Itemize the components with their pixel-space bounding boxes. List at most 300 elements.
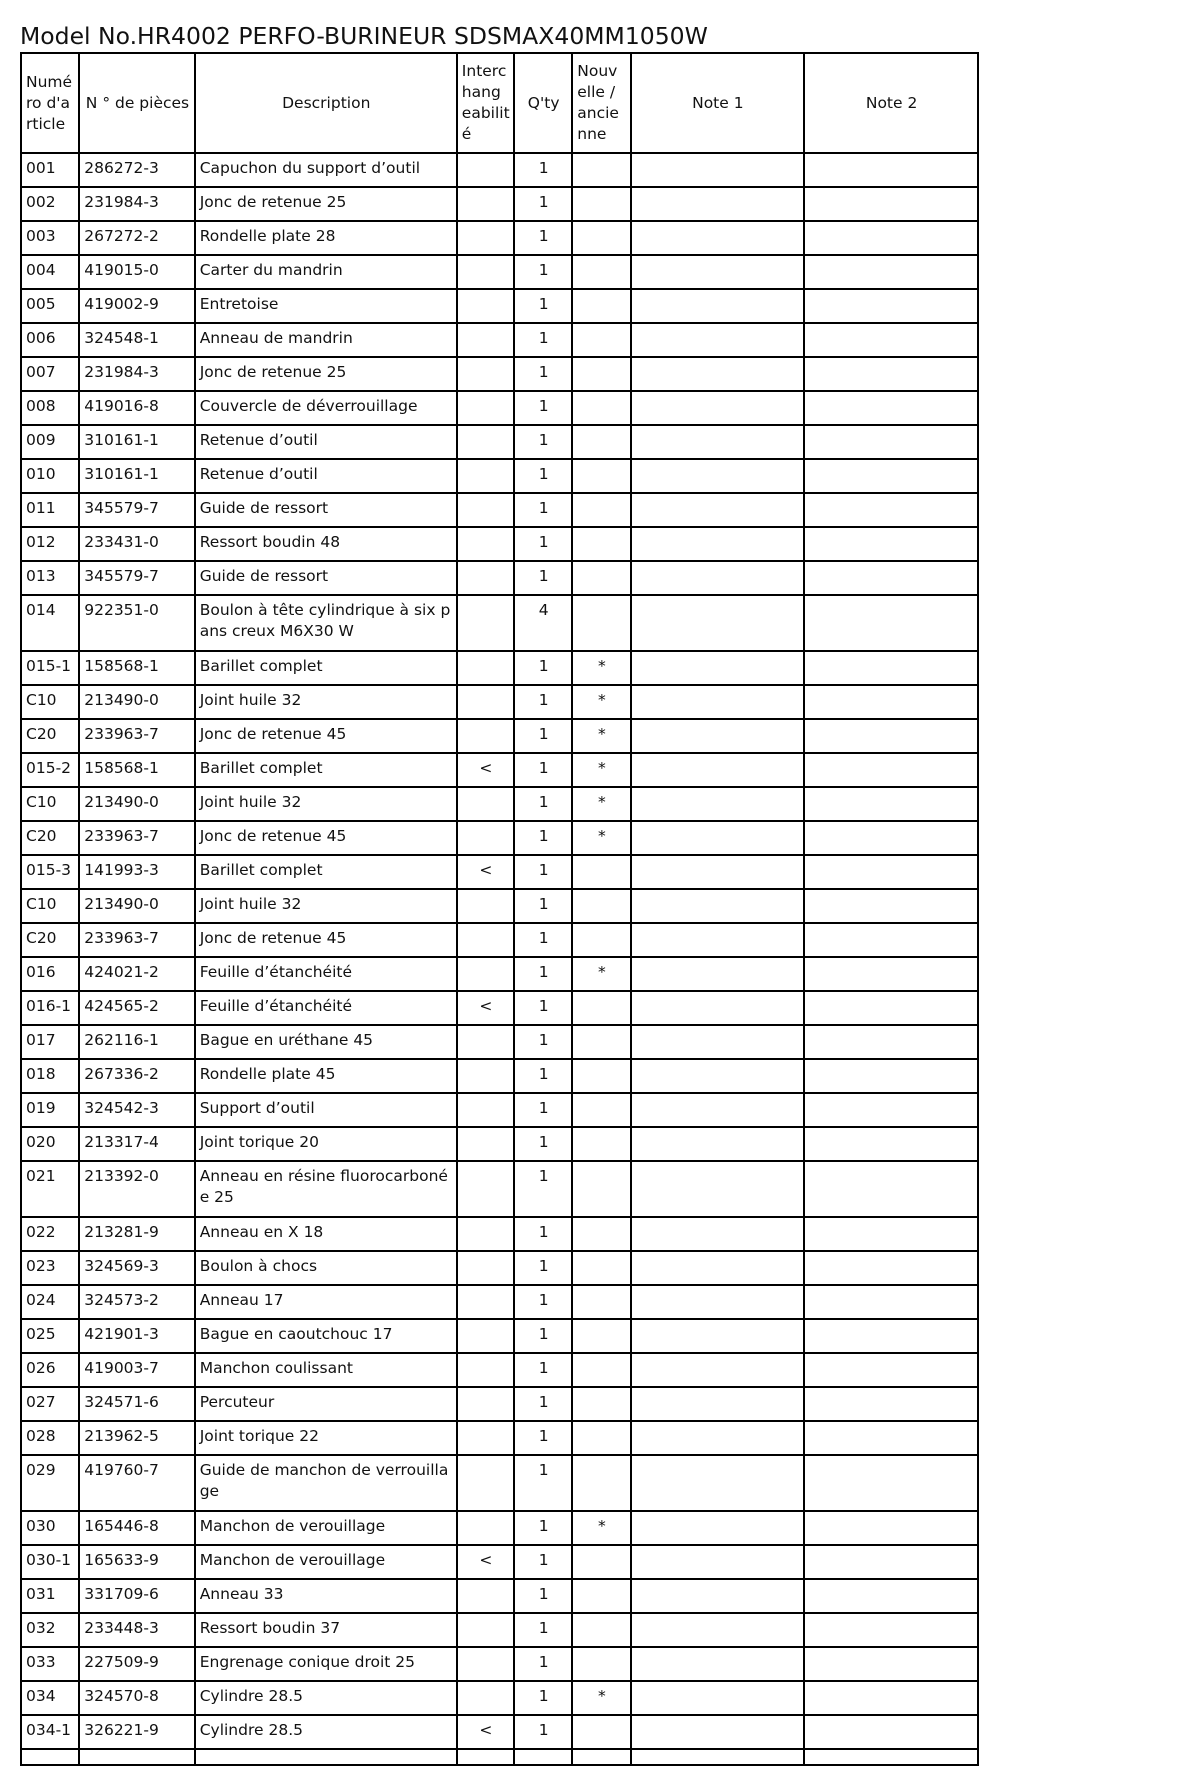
table-row xyxy=(21,1387,978,1421)
note-2-cell xyxy=(804,595,978,651)
quantity-cell: 1 xyxy=(514,1059,572,1093)
table-row xyxy=(21,1511,978,1545)
note-2-cell xyxy=(804,1025,978,1059)
interchangeability-cell xyxy=(457,221,514,255)
part-number-cell: 262116-1 xyxy=(79,1025,194,1059)
header-item-number: Numé ro d'a rticle xyxy=(21,53,79,153)
note-2-cell xyxy=(804,221,978,255)
note-1-cell xyxy=(631,1025,805,1059)
description-cell: Ressort boudin 37 xyxy=(195,1613,457,1647)
note-1-cell xyxy=(631,889,805,923)
item-number-cell: 016 xyxy=(21,957,79,991)
part-number-cell: 233431-0 xyxy=(79,527,194,561)
item-number-cell: C10 xyxy=(21,889,79,923)
quantity-cell: 1 xyxy=(514,323,572,357)
note-2-cell xyxy=(804,1093,978,1127)
new-old-cell xyxy=(572,221,630,255)
table-row xyxy=(21,323,978,357)
item-number-cell: 017 xyxy=(21,1025,79,1059)
interchangeability-cell xyxy=(457,685,514,719)
quantity-cell: 1 xyxy=(514,1285,572,1319)
description-cell: Retenue d’outil xyxy=(195,425,457,459)
item-number-cell: 014 xyxy=(21,595,79,651)
note-1-cell xyxy=(631,1715,805,1749)
interchangeability-cell xyxy=(457,923,514,957)
note-1-cell xyxy=(631,1161,805,1217)
item-number-cell: 031 xyxy=(21,1579,79,1613)
interchangeability-cell xyxy=(457,1319,514,1353)
note-1-cell xyxy=(631,221,805,255)
table-row xyxy=(21,221,978,255)
note-1-cell xyxy=(631,1579,805,1613)
description-cell: Jonc de retenue 45 xyxy=(195,719,457,753)
new-old-cell: * xyxy=(572,787,630,821)
description-cell: Percuteur xyxy=(195,1387,457,1421)
part-number-cell: 419003-7 xyxy=(79,1353,194,1387)
new-old-cell: * xyxy=(572,1681,630,1715)
part-number-cell: 213281-9 xyxy=(79,1217,194,1251)
table-row xyxy=(21,357,978,391)
note-1-cell xyxy=(631,1319,805,1353)
new-old-cell xyxy=(572,289,630,323)
new-old-cell xyxy=(572,1319,630,1353)
quantity-cell: 1 xyxy=(514,1025,572,1059)
note-2-cell xyxy=(804,685,978,719)
item-number-cell: 027 xyxy=(21,1387,79,1421)
table-row xyxy=(21,1421,978,1455)
description-cell: Manchon coulissant xyxy=(195,1353,457,1387)
quantity-cell: 1 xyxy=(514,685,572,719)
item-number-cell: 013 xyxy=(21,561,79,595)
quantity-cell: 1 xyxy=(514,1421,572,1455)
part-number-cell: 286272-3 xyxy=(79,153,194,187)
item-number-cell: 030-1 xyxy=(21,1545,79,1579)
description-cell: Rondelle plate 45 xyxy=(195,1059,457,1093)
interchangeability-cell xyxy=(457,493,514,527)
table-row xyxy=(21,1681,978,1715)
interchangeability-cell xyxy=(457,425,514,459)
table-row xyxy=(21,187,978,221)
new-old-cell: * xyxy=(572,957,630,991)
item-number-cell: 004 xyxy=(21,255,79,289)
description-cell: Carter du mandrin xyxy=(195,255,457,289)
interchangeability-cell xyxy=(457,561,514,595)
quantity-cell: 1 xyxy=(514,1613,572,1647)
note-1-cell xyxy=(631,561,805,595)
new-old-cell xyxy=(572,425,630,459)
new-old-cell xyxy=(572,595,630,651)
note-2-cell xyxy=(804,1511,978,1545)
part-number-cell: 213490-0 xyxy=(79,685,194,719)
note-2-cell xyxy=(804,391,978,425)
note-1-cell xyxy=(631,323,805,357)
new-old-cell xyxy=(572,1161,630,1217)
note-1-cell xyxy=(631,1285,805,1319)
item-number-cell: 020 xyxy=(21,1127,79,1161)
part-number-cell: 424021-2 xyxy=(79,957,194,991)
quantity-cell: 1 xyxy=(514,719,572,753)
quantity-cell: 1 xyxy=(514,1455,572,1511)
note-1-cell xyxy=(631,1387,805,1421)
note-1-cell xyxy=(631,1681,805,1715)
note-2-cell xyxy=(804,821,978,855)
item-number-cell: 029 xyxy=(21,1455,79,1511)
quantity-cell: 1 xyxy=(514,787,572,821)
note-2-cell xyxy=(804,561,978,595)
description-cell: Jonc de retenue 45 xyxy=(195,821,457,855)
note-2-cell xyxy=(804,255,978,289)
interchangeability-cell xyxy=(457,1059,514,1093)
header-new-old: Nouv elle / ancie nne xyxy=(572,53,630,153)
table-row xyxy=(21,425,978,459)
new-old-cell xyxy=(572,1059,630,1093)
item-number-cell: 034-1 xyxy=(21,1715,79,1749)
quantity-cell: 1 xyxy=(514,153,572,187)
quantity-cell: 1 xyxy=(514,957,572,991)
item-number-cell: 005 xyxy=(21,289,79,323)
new-old-cell xyxy=(572,391,630,425)
note-2-cell xyxy=(804,855,978,889)
header-description: Description xyxy=(195,53,457,153)
note-1-cell xyxy=(631,1127,805,1161)
part-number-cell: 158568-1 xyxy=(79,651,194,685)
description-cell: Entretoise xyxy=(195,289,457,323)
note-1-cell xyxy=(631,153,805,187)
quantity-cell: 1 xyxy=(514,1319,572,1353)
interchangeability-cell: < xyxy=(457,991,514,1025)
new-old-cell xyxy=(572,1455,630,1511)
interchangeability-cell xyxy=(457,1387,514,1421)
table-row xyxy=(21,1353,978,1387)
note-2-cell xyxy=(804,187,978,221)
interchangeability-cell: < xyxy=(457,753,514,787)
note-1-cell xyxy=(631,1217,805,1251)
new-old-cell xyxy=(572,1579,630,1613)
table-row-continued xyxy=(21,1749,978,1765)
quantity-cell: 1 xyxy=(514,459,572,493)
quantity-cell: 1 xyxy=(514,1681,572,1715)
table-row xyxy=(21,1025,978,1059)
part-number-cell: 419002-9 xyxy=(79,289,194,323)
note-2-cell xyxy=(804,1545,978,1579)
table-row xyxy=(21,493,978,527)
part-number-cell: 233963-7 xyxy=(79,923,194,957)
description-cell: Joint huile 32 xyxy=(195,685,457,719)
table-row xyxy=(21,889,978,923)
quantity-cell: 1 xyxy=(514,1579,572,1613)
interchangeability-cell xyxy=(457,153,514,187)
item-number-cell: C10 xyxy=(21,685,79,719)
new-old-cell xyxy=(572,1353,630,1387)
table-row xyxy=(21,1161,978,1217)
note-1-cell xyxy=(631,459,805,493)
table-row xyxy=(21,1647,978,1681)
table-row xyxy=(21,561,978,595)
new-old-cell xyxy=(572,357,630,391)
quantity-cell: 1 xyxy=(514,357,572,391)
note-2-cell xyxy=(804,923,978,957)
part-number-cell: 158568-1 xyxy=(79,753,194,787)
description-cell: Retenue d’outil xyxy=(195,459,457,493)
note-2-cell xyxy=(804,957,978,991)
part-number-cell: 922351-0 xyxy=(79,595,194,651)
note-2-cell xyxy=(804,1387,978,1421)
item-number-cell: 003 xyxy=(21,221,79,255)
table-row xyxy=(21,651,978,685)
note-1-cell xyxy=(631,595,805,651)
description-cell: Guide de ressort xyxy=(195,561,457,595)
interchangeability-cell xyxy=(457,1025,514,1059)
note-2-cell xyxy=(804,991,978,1025)
part-number-cell: 165446-8 xyxy=(79,1511,194,1545)
description-cell: Feuille d’étanchéité xyxy=(195,991,457,1025)
description-cell: Anneau 17 xyxy=(195,1285,457,1319)
new-old-cell xyxy=(572,1217,630,1251)
table-row xyxy=(21,923,978,957)
interchangeability-cell xyxy=(457,459,514,493)
interchangeability-cell xyxy=(457,289,514,323)
quantity-cell: 1 xyxy=(514,1251,572,1285)
quantity-cell: 1 xyxy=(514,187,572,221)
description-cell: Jonc de retenue 45 xyxy=(195,923,457,957)
note-1-cell xyxy=(631,1093,805,1127)
note-1-cell xyxy=(631,991,805,1025)
description-cell: Cylindre 28.5 xyxy=(195,1681,457,1715)
description-cell: Joint torique 22 xyxy=(195,1421,457,1455)
item-number-cell: 021 xyxy=(21,1161,79,1217)
interchangeability-cell xyxy=(457,1251,514,1285)
note-1-cell xyxy=(631,255,805,289)
description-cell: Couvercle de déverrouillage xyxy=(195,391,457,425)
part-number-cell: 233963-7 xyxy=(79,719,194,753)
note-1-cell xyxy=(631,957,805,991)
description-cell: Anneau de mandrin xyxy=(195,323,457,357)
part-number-cell: 233448-3 xyxy=(79,1613,194,1647)
part-number-cell: 141993-3 xyxy=(79,855,194,889)
interchangeability-cell xyxy=(457,1093,514,1127)
note-2-cell xyxy=(804,1217,978,1251)
new-old-cell xyxy=(572,187,630,221)
note-1-cell xyxy=(631,821,805,855)
new-old-cell xyxy=(572,459,630,493)
new-old-cell xyxy=(572,1093,630,1127)
part-number-cell: 421901-3 xyxy=(79,1319,194,1353)
interchangeability-cell xyxy=(457,787,514,821)
table-row xyxy=(21,685,978,719)
item-number-cell: 007 xyxy=(21,357,79,391)
item-number-cell: 023 xyxy=(21,1251,79,1285)
note-1-cell xyxy=(631,289,805,323)
part-number-cell: 345579-7 xyxy=(79,493,194,527)
empty-cell xyxy=(457,1749,514,1765)
part-number-cell: 324573-2 xyxy=(79,1285,194,1319)
new-old-cell: * xyxy=(572,753,630,787)
description-cell: Capuchon du support d’outil xyxy=(195,153,457,187)
part-number-cell: 326221-9 xyxy=(79,1715,194,1749)
header-note-2: Note 2 xyxy=(804,53,978,153)
interchangeability-cell xyxy=(457,1285,514,1319)
item-number-cell: 012 xyxy=(21,527,79,561)
new-old-cell xyxy=(572,923,630,957)
part-number-cell: 165633-9 xyxy=(79,1545,194,1579)
part-number-cell: 419015-0 xyxy=(79,255,194,289)
note-2-cell xyxy=(804,459,978,493)
item-number-cell: 034 xyxy=(21,1681,79,1715)
part-number-cell: 231984-3 xyxy=(79,187,194,221)
interchangeability-cell xyxy=(457,821,514,855)
part-number-cell: 227509-9 xyxy=(79,1647,194,1681)
table-row xyxy=(21,1455,978,1511)
part-number-cell: 213490-0 xyxy=(79,787,194,821)
empty-cell xyxy=(631,1749,805,1765)
empty-cell xyxy=(514,1749,572,1765)
new-old-cell xyxy=(572,323,630,357)
note-2-cell xyxy=(804,425,978,459)
part-number-cell: 324571-6 xyxy=(79,1387,194,1421)
note-1-cell xyxy=(631,685,805,719)
description-cell: Joint huile 32 xyxy=(195,889,457,923)
new-old-cell xyxy=(572,1613,630,1647)
item-number-cell: 010 xyxy=(21,459,79,493)
note-1-cell xyxy=(631,1251,805,1285)
page-title: Model No.HR4002 PERFO-BURINEUR SDSMAX40MM1050W xyxy=(20,22,708,50)
quantity-cell: 1 xyxy=(514,855,572,889)
note-1-cell xyxy=(631,527,805,561)
new-old-cell xyxy=(572,1421,630,1455)
item-number-cell: 001 xyxy=(21,153,79,187)
description-cell: Guide de ressort xyxy=(195,493,457,527)
parts-table-body xyxy=(21,153,978,1765)
interchangeability-cell xyxy=(457,1455,514,1511)
note-2-cell xyxy=(804,889,978,923)
new-old-cell: * xyxy=(572,719,630,753)
note-2-cell xyxy=(804,1455,978,1511)
note-2-cell xyxy=(804,1613,978,1647)
interchangeability-cell: < xyxy=(457,1715,514,1749)
part-number-cell: 324542-3 xyxy=(79,1093,194,1127)
interchangeability-cell xyxy=(457,719,514,753)
item-number-cell: 025 xyxy=(21,1319,79,1353)
quantity-cell: 1 xyxy=(514,425,572,459)
part-number-cell: 267272-2 xyxy=(79,221,194,255)
interchangeability-cell xyxy=(457,595,514,651)
note-2-cell xyxy=(804,289,978,323)
note-2-cell xyxy=(804,1251,978,1285)
quantity-cell: 1 xyxy=(514,289,572,323)
item-number-cell: 028 xyxy=(21,1421,79,1455)
item-number-cell: 019 xyxy=(21,1093,79,1127)
part-number-cell: 419016-8 xyxy=(79,391,194,425)
quantity-cell: 1 xyxy=(514,1093,572,1127)
new-old-cell: * xyxy=(572,685,630,719)
part-number-cell: 213392-0 xyxy=(79,1161,194,1217)
description-cell: Anneau en résine fluorocarbonée 25 xyxy=(195,1161,457,1217)
quantity-cell: 1 xyxy=(514,991,572,1025)
part-number-cell: 310161-1 xyxy=(79,459,194,493)
part-number-cell: 213962-5 xyxy=(79,1421,194,1455)
empty-cell xyxy=(79,1749,194,1765)
quantity-cell: 1 xyxy=(514,923,572,957)
table-row xyxy=(21,1285,978,1319)
item-number-cell: C20 xyxy=(21,821,79,855)
quantity-cell: 1 xyxy=(514,221,572,255)
table-row xyxy=(21,1093,978,1127)
quantity-cell: 1 xyxy=(514,1715,572,1749)
header-note-1: Note 1 xyxy=(631,53,805,153)
item-number-cell: 018 xyxy=(21,1059,79,1093)
table-row xyxy=(21,255,978,289)
note-1-cell xyxy=(631,719,805,753)
note-2-cell xyxy=(804,1319,978,1353)
note-1-cell xyxy=(631,391,805,425)
new-old-cell xyxy=(572,493,630,527)
description-cell: Boulon à chocs xyxy=(195,1251,457,1285)
note-1-cell xyxy=(631,1613,805,1647)
description-cell: Manchon de verouillage xyxy=(195,1545,457,1579)
note-1-cell xyxy=(631,923,805,957)
empty-cell xyxy=(21,1749,79,1765)
interchangeability-cell: < xyxy=(457,1545,514,1579)
note-2-cell xyxy=(804,1353,978,1387)
empty-cell xyxy=(572,1749,630,1765)
interchangeability-cell xyxy=(457,1217,514,1251)
table-row xyxy=(21,821,978,855)
part-number-cell: 310161-1 xyxy=(79,425,194,459)
note-2-cell xyxy=(804,527,978,561)
empty-cell xyxy=(804,1749,978,1765)
quantity-cell: 1 xyxy=(514,1127,572,1161)
table-row xyxy=(21,391,978,425)
item-number-cell: 033 xyxy=(21,1647,79,1681)
note-2-cell xyxy=(804,357,978,391)
part-number-cell: 345579-7 xyxy=(79,561,194,595)
quantity-cell: 1 xyxy=(514,255,572,289)
note-2-cell xyxy=(804,1579,978,1613)
table-row xyxy=(21,1059,978,1093)
item-number-cell: 008 xyxy=(21,391,79,425)
note-1-cell xyxy=(631,425,805,459)
table-row xyxy=(21,1217,978,1251)
item-number-cell: 022 xyxy=(21,1217,79,1251)
quantity-cell: 1 xyxy=(514,889,572,923)
table-row xyxy=(21,787,978,821)
new-old-cell: * xyxy=(572,1511,630,1545)
new-old-cell xyxy=(572,561,630,595)
new-old-cell xyxy=(572,255,630,289)
new-old-cell xyxy=(572,1647,630,1681)
new-old-cell xyxy=(572,1127,630,1161)
interchangeability-cell xyxy=(457,1127,514,1161)
note-2-cell xyxy=(804,1421,978,1455)
note-2-cell xyxy=(804,753,978,787)
quantity-cell: 1 xyxy=(514,561,572,595)
item-number-cell: 016-1 xyxy=(21,991,79,1025)
table-row xyxy=(21,1545,978,1579)
table-row xyxy=(21,1715,978,1749)
item-number-cell: 030 xyxy=(21,1511,79,1545)
note-2-cell xyxy=(804,1681,978,1715)
interchangeability-cell: < xyxy=(457,855,514,889)
note-2-cell xyxy=(804,1285,978,1319)
interchangeability-cell xyxy=(457,527,514,561)
quantity-cell: 1 xyxy=(514,391,572,425)
item-number-cell: 015-1 xyxy=(21,651,79,685)
table-header-row xyxy=(21,53,978,153)
table-row xyxy=(21,153,978,187)
quantity-cell: 1 xyxy=(514,753,572,787)
quantity-cell: 1 xyxy=(514,1545,572,1579)
new-old-cell xyxy=(572,1387,630,1421)
